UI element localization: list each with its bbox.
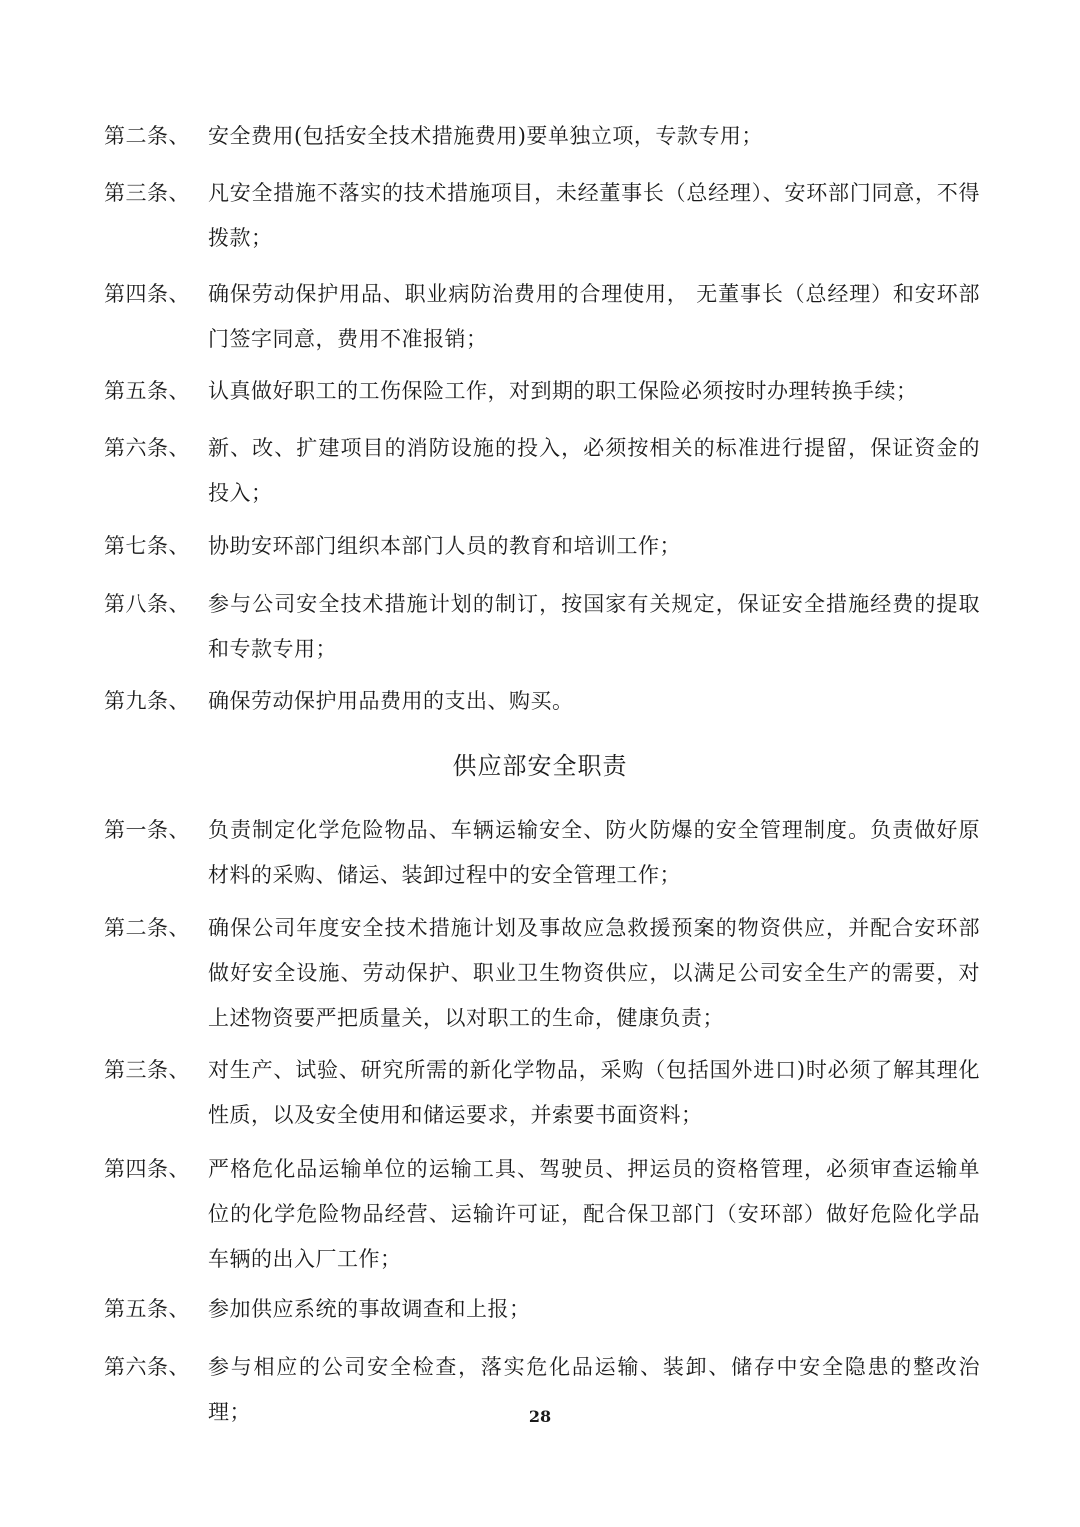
supply-article-5 <box>104 1287 980 1332</box>
article-text: 安全费用(包括安全技术措施费用)要单独立项，专款专用； <box>208 124 763 148</box>
supply-article-1 <box>104 808 980 898</box>
article-label: 第三条、 <box>104 181 190 205</box>
supply-article-3 <box>104 1048 980 1138</box>
article-text: 参加供应系统的事故调查和上报； <box>208 1297 531 1321</box>
article-label: 第二条、 <box>104 124 190 148</box>
article-text: 确保劳动保护用品费用的支出、购买。 <box>208 689 574 713</box>
article-label: 第三条、 <box>104 1058 190 1082</box>
article-text: 确保劳动保护用品、职业病防治费用的合理使用， 无董事长（总经理）和安环部门签字同意，费用不准报销； <box>208 282 980 351</box>
article-text: 严格危化品运输单位的运输工具、驾驶员、押运员的资格管理，必须审查运输单位的化学危险物品经营、运输许可证，配合保卫部门（安环部）做好危险化学品车辆的出入厂工作； <box>208 1157 980 1271</box>
article-7 <box>104 524 980 569</box>
article-label: 第七条、 <box>104 534 190 558</box>
article-label: 第一条、 <box>104 818 190 842</box>
article-text: 新、改、扩建项目的消防设施的投入，必须按相关的标准进行提留，保证资金的投入； <box>208 436 980 505</box>
article-label: 第五条、 <box>104 1297 190 1321</box>
article-label: 第四条、 <box>104 1157 190 1181</box>
article-label: 第五条、 <box>104 379 190 403</box>
article-text: 参与公司安全技术措施计划的制订，按国家有关规定，保证安全措施经费的提取和专款专用； <box>208 592 980 661</box>
article-8 <box>104 582 980 672</box>
article-label: 第四条、 <box>104 282 190 306</box>
article-label: 第九条、 <box>104 689 190 713</box>
article-text: 负责制定化学危险物品、车辆运输安全、防火防爆的安全管理制度。负责做好原材料的采购、储运、装卸过程中的安全管理工作； <box>208 818 980 887</box>
article-text: 参与相应的公司安全检查，落实危化品运输、装卸、储存中安全隐患的整改治理； <box>208 1355 980 1424</box>
article-3 <box>104 171 980 261</box>
article-label: 第六条、 <box>104 436 190 460</box>
page-number: 28 <box>528 1407 552 1426</box>
supply-article-4 <box>104 1147 980 1282</box>
article-text: 对生产、试验、研究所需的新化学物品，采购（包括国外进口)时必须了解其理化性质，以及安全使用和储运要求，并索要书面资料； <box>208 1058 980 1127</box>
section-title: 供应部安全职责 <box>452 752 628 780</box>
article-label: 第二条、 <box>104 916 190 940</box>
article-text: 认真做好职工的工伤保险工作，对到期的职工保险必须按时办理转换手续； <box>208 379 918 403</box>
article-text: 凡安全措施不落实的技术措施项目，未经董事长（总经理）、安环部门同意，不得拨款； <box>208 181 980 250</box>
article-label: 第八条、 <box>104 592 190 616</box>
article-text: 确保公司年度安全技术措施计划及事故应急救援预案的物资供应，并配合安环部做好安全设施、劳动保护、职业卫生物资供应，以满足公司安全生产的需要，对上述物资要严把质量关，以对职工的生命，健康负责； <box>208 916 980 1030</box>
article-text: 协助安环部门组织本部门人员的教育和培训工作； <box>208 534 681 558</box>
article-4 <box>104 272 980 362</box>
article-2 <box>104 114 980 159</box>
supply-article-2 <box>104 906 980 1041</box>
article-9 <box>104 679 980 724</box>
article-5 <box>104 369 980 414</box>
article-6 <box>104 426 980 516</box>
article-label: 第六条、 <box>104 1355 190 1379</box>
